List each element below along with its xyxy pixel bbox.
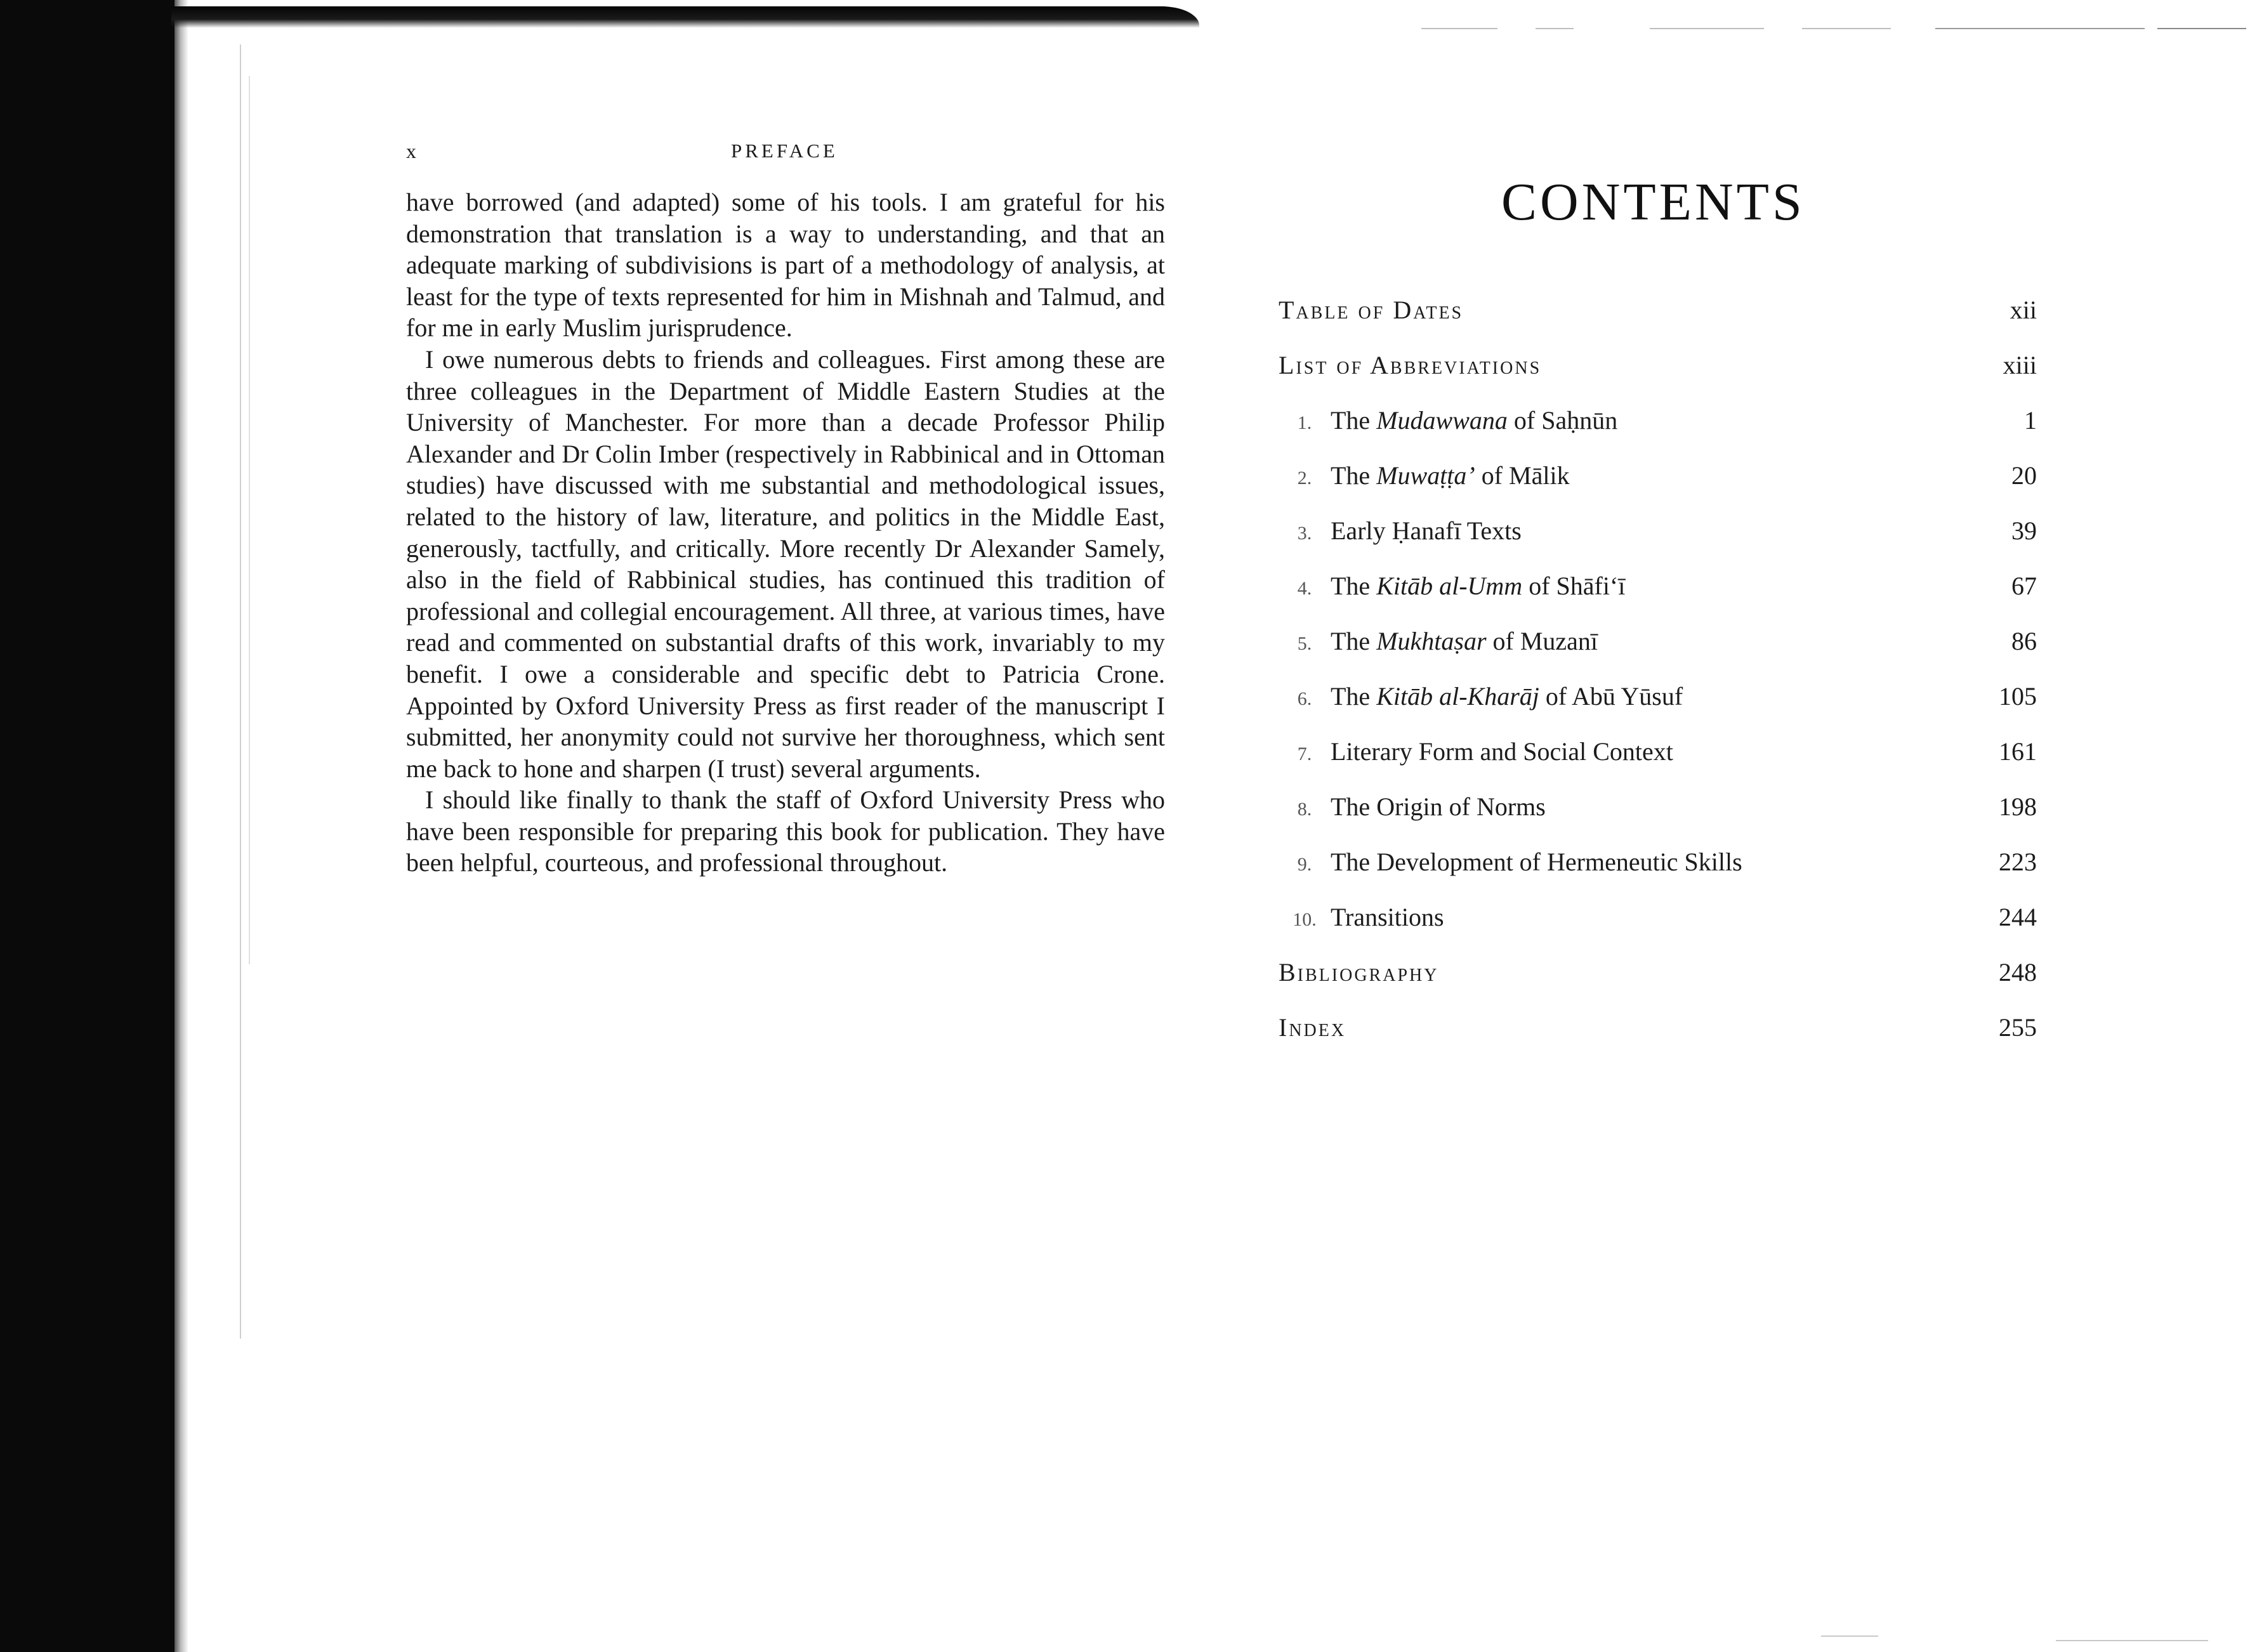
toc-page-number: 20 [2011, 461, 2037, 490]
scan-dash [1421, 28, 1497, 29]
preface-body [406, 187, 1165, 879]
preface-page [406, 140, 1168, 879]
toc-chapter-title: Transitions [1331, 903, 1444, 931]
toc-chapter-title: The Origin of Norms [1331, 792, 1546, 821]
toc-chapter-title: The [1331, 406, 1377, 435]
scan-dash [1802, 28, 1891, 29]
toc-page-number: 39 [2011, 516, 2037, 545]
table-of-contents [1279, 289, 2037, 1061]
gutter-gradient [174, 0, 188, 1652]
toc-page-number: xii [2010, 296, 2037, 324]
toc-chapter-number: 10. [1293, 909, 1317, 930]
gutter-line [240, 44, 241, 1339]
toc-chapter-title: The [1331, 572, 1377, 600]
toc-chapter-author: of Shāfi‘ī [1522, 572, 1626, 600]
scan-dash [1935, 28, 2145, 29]
toc-page-number: 244 [1999, 903, 2037, 931]
toc-entry-label [1279, 681, 1683, 711]
contents-title: CONTENTS [1501, 173, 1805, 232]
toc-page-number: 198 [1999, 792, 2037, 821]
scan-dash [1536, 28, 1574, 29]
toc-work-title: Mudawwana [1376, 406, 1508, 435]
toc-page-number: 161 [1999, 737, 2037, 766]
toc-page-number: 255 [1999, 1013, 2037, 1042]
toc-entry-label [1279, 516, 1522, 546]
toc-chapter-number: 5. [1297, 633, 1312, 654]
toc-chapter-author: of Abū Yūsuf [1539, 682, 1683, 711]
toc-chapter-number: 2. [1297, 468, 1312, 488]
toc-entry [1279, 730, 2037, 785]
running-head-title: PREFACE [731, 140, 838, 162]
toc-entry [1279, 785, 2037, 841]
toc-work-title: Muwaṭṭa’ [1376, 461, 1475, 490]
toc-entry [1279, 289, 2037, 344]
toc-entry-label [1279, 957, 1438, 987]
scan-dash [2056, 1640, 2208, 1641]
toc-entry-label [1279, 461, 1570, 490]
page-number: x [406, 140, 416, 162]
toc-page-number: 67 [2011, 572, 2037, 600]
toc-entry [1279, 620, 2037, 675]
toc-entry [1279, 896, 2037, 951]
toc-entry-label [1279, 902, 1444, 932]
toc-work-title: Kitāb al-Umm [1376, 572, 1523, 600]
toc-chapter-author: of Saḥnūn [1507, 406, 1618, 435]
toc-entry-label [1279, 350, 1541, 380]
preface-paragraph: I should like finally to thank the staff of Oxford University Press who have been responsible for preparing this book for publication. They have been helpful, courteous, and professional throughout. [406, 785, 1165, 877]
toc-entry-label [1279, 405, 1617, 435]
toc-chapter-number: 8. [1297, 799, 1312, 820]
toc-page-number: xiii [2003, 351, 2037, 379]
toc-entry-label [1279, 626, 1598, 656]
toc-work-title: Mukhtaṣar [1376, 627, 1487, 655]
toc-chapter-number: 1. [1297, 412, 1312, 433]
toc-chapter-title: The Development of Hermeneutic Skills [1331, 848, 1742, 876]
toc-page-number: 105 [1999, 682, 2037, 711]
toc-entry [1279, 841, 2037, 896]
toc-entry-label [1279, 1013, 1346, 1042]
toc-chapter-title: Literary Form and Social Context [1331, 737, 1673, 766]
toc-work-title: Kitāb al-Kharāj [1376, 682, 1539, 711]
toc-chapter-number: 3. [1297, 523, 1312, 544]
toc-page-number: 86 [2011, 627, 2037, 655]
toc-entry [1279, 399, 2037, 454]
toc-chapter-title: The [1331, 461, 1377, 490]
toc-entry-label [1279, 737, 1673, 766]
gutter-line [249, 76, 250, 964]
scan-dash [2157, 28, 2246, 29]
toc-section-title: List of Abbreviations [1279, 351, 1542, 379]
toc-chapter-number: 9. [1297, 854, 1312, 875]
toc-entry-label [1279, 571, 1625, 601]
toc-section-title: Index [1279, 1013, 1346, 1042]
toc-chapter-number: 4. [1297, 578, 1312, 599]
toc-section-title: Table of Dates [1279, 296, 1464, 324]
page-top-edge [171, 6, 1199, 28]
toc-entry [1279, 675, 2037, 730]
toc-entry-label [1279, 792, 1546, 822]
toc-chapter-title: The [1331, 682, 1377, 711]
toc-chapter-author: of Muzanī [1486, 627, 1598, 655]
toc-chapter-number: 7. [1297, 744, 1312, 764]
toc-entry-label [1279, 847, 1742, 877]
toc-entry [1279, 1006, 2037, 1061]
toc-entry [1279, 454, 2037, 509]
toc-chapter-title: The [1331, 627, 1377, 655]
toc-entry [1279, 509, 2037, 565]
toc-chapter-number: 6. [1297, 688, 1312, 709]
toc-section-title: Bibliography [1279, 958, 1439, 987]
toc-page-number: 248 [1999, 958, 2037, 987]
toc-entry [1279, 344, 2037, 399]
toc-chapter-author: of Mālik [1475, 461, 1570, 490]
book-spine-shadow [0, 0, 174, 1652]
toc-chapter-title: Early Ḥanafī Texts [1331, 516, 1522, 545]
scan-dash [1650, 28, 1764, 29]
scan-dash [1821, 1636, 1878, 1637]
toc-entry-label [1279, 295, 1463, 325]
running-head [406, 140, 1168, 171]
preface-paragraph: I owe numerous debts to friends and colleagues. First among these are three colleagues in the Department of Middle Eastern Studies at the University of Manchester. For more than a decade Professor Philip Alexander and Dr Colin Imber (respectively in Rabbinical and in Ottoman studies) have discussed with me substantial and methodological issues, related to the history of law, literature, and politics in the Middle East, generously, tactfully, and critically. More recently Dr Alexander Samely, also in the field of Rabbinical studies, has continued this tradition of professional and collegial encouragement. All three, at various times, have read and commented on substantial drafts of this work, invariably to my benefit. I owe a considerable and specific debt to Patricia Crone. Appointed by Oxford University Press as first reader of the manuscript I submitted, her anonymity could not survive her thoroughness, which sent me back to hone and sharpen (I trust) several arguments. [406, 344, 1165, 783]
toc-page-number: 1 [2024, 406, 2037, 435]
preface-paragraph: have borrowed (and adapted) some of his tools. I am grateful for his demonstration that translation is a way to understanding, and that an adequate marking of subdivisions is part of a methodology of analysis, at least for the type of texts represented for him in Mishnah and Talmud, and for me in early Muslim jurisprudence. [406, 188, 1165, 343]
toc-entry [1279, 951, 2037, 1006]
toc-entry [1279, 565, 2037, 620]
toc-page-number: 223 [1999, 848, 2037, 876]
